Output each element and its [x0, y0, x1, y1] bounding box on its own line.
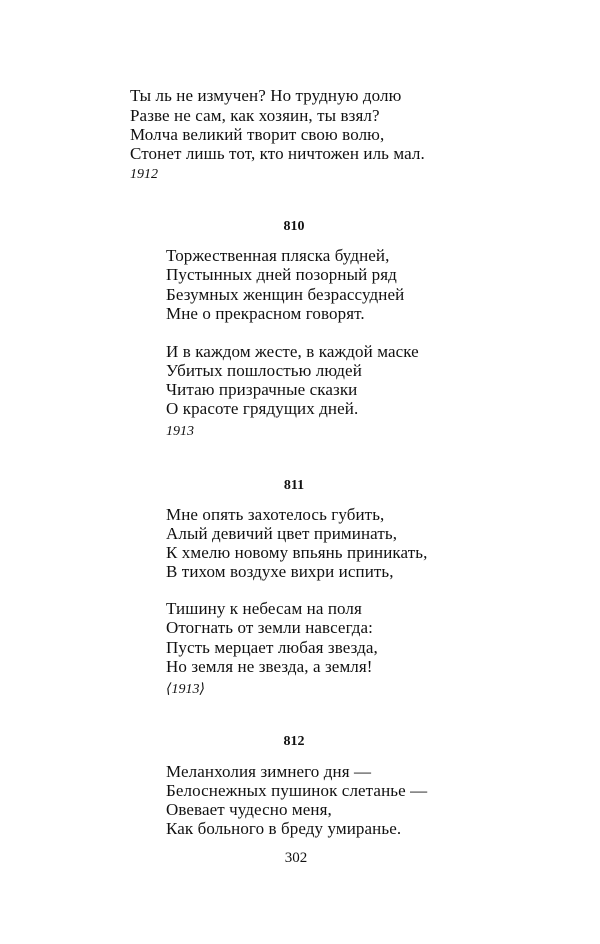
- poem-811-line-4: В тихом воздухе вихри испить,: [166, 562, 394, 581]
- poem-810-line-8: О красоте грядущих дней.: [166, 399, 359, 418]
- poem-812-line-3: Овевает чудесно меня,: [166, 800, 332, 819]
- poem-811-line-5: Тишину к небесам на поля: [166, 599, 362, 618]
- poem-811-line-8: Но земля не звезда, а земля!: [166, 657, 373, 676]
- fragment-line-3: Молча великий творит свою волю,: [130, 125, 385, 144]
- poem-810-line-5: И в каждом жесте, в каждой маске: [166, 342, 419, 361]
- poem-810-line-6: Убитых пошлостью людей: [166, 361, 362, 380]
- poem-812-line-2: Белоснежных пушинок слетанье —: [166, 781, 428, 800]
- poem-810-line-4: Мне о прекрасном говорят.: [166, 304, 365, 323]
- poem-810-line-1: Торжественная пляска будней,: [166, 246, 390, 265]
- poem-number-812: 812: [283, 734, 305, 749]
- poem-811-line-2: Алый девичий цвет приминать,: [166, 524, 398, 543]
- poem-810-date: 1913: [166, 424, 194, 439]
- poem-812-line-4: Как больного в бреду умиранье.: [166, 819, 402, 838]
- fragment-date: 1912: [130, 167, 158, 182]
- poem-811-line-7: Пусть мерцает любая звезда,: [166, 638, 378, 657]
- poem-810-line-7: Читаю призрачные сказки: [166, 380, 358, 399]
- poem-811-line-6: Отогнать от земли навсегда:: [166, 618, 374, 637]
- page-number: 302: [284, 850, 308, 866]
- poem-811-line-3: К хмелю новому впьянь приникать,: [166, 543, 428, 562]
- poem-811-line-1: Мне опять захотелось губить,: [166, 505, 385, 524]
- poem-810-line-3: Безумных женщин безрассудней: [166, 285, 405, 304]
- poem-812-line-1: Меланхолия зимнего дня —: [166, 762, 372, 781]
- fragment-line-4: Стонет лишь тот, кто ничтожен иль мал.: [130, 144, 425, 163]
- poem-number-810: 810: [283, 219, 305, 234]
- poem-number-811: 811: [283, 478, 305, 493]
- poem-810-line-2: Пустынных дней позорный ряд: [166, 265, 397, 284]
- fragment-line-1: Ты ль не измучен? Но трудную долю: [130, 86, 402, 105]
- fragment-line-2: Разве не сам, как хозяин, ты взял?: [130, 106, 380, 125]
- poem-811-date: ⟨1913⟩: [166, 682, 205, 697]
